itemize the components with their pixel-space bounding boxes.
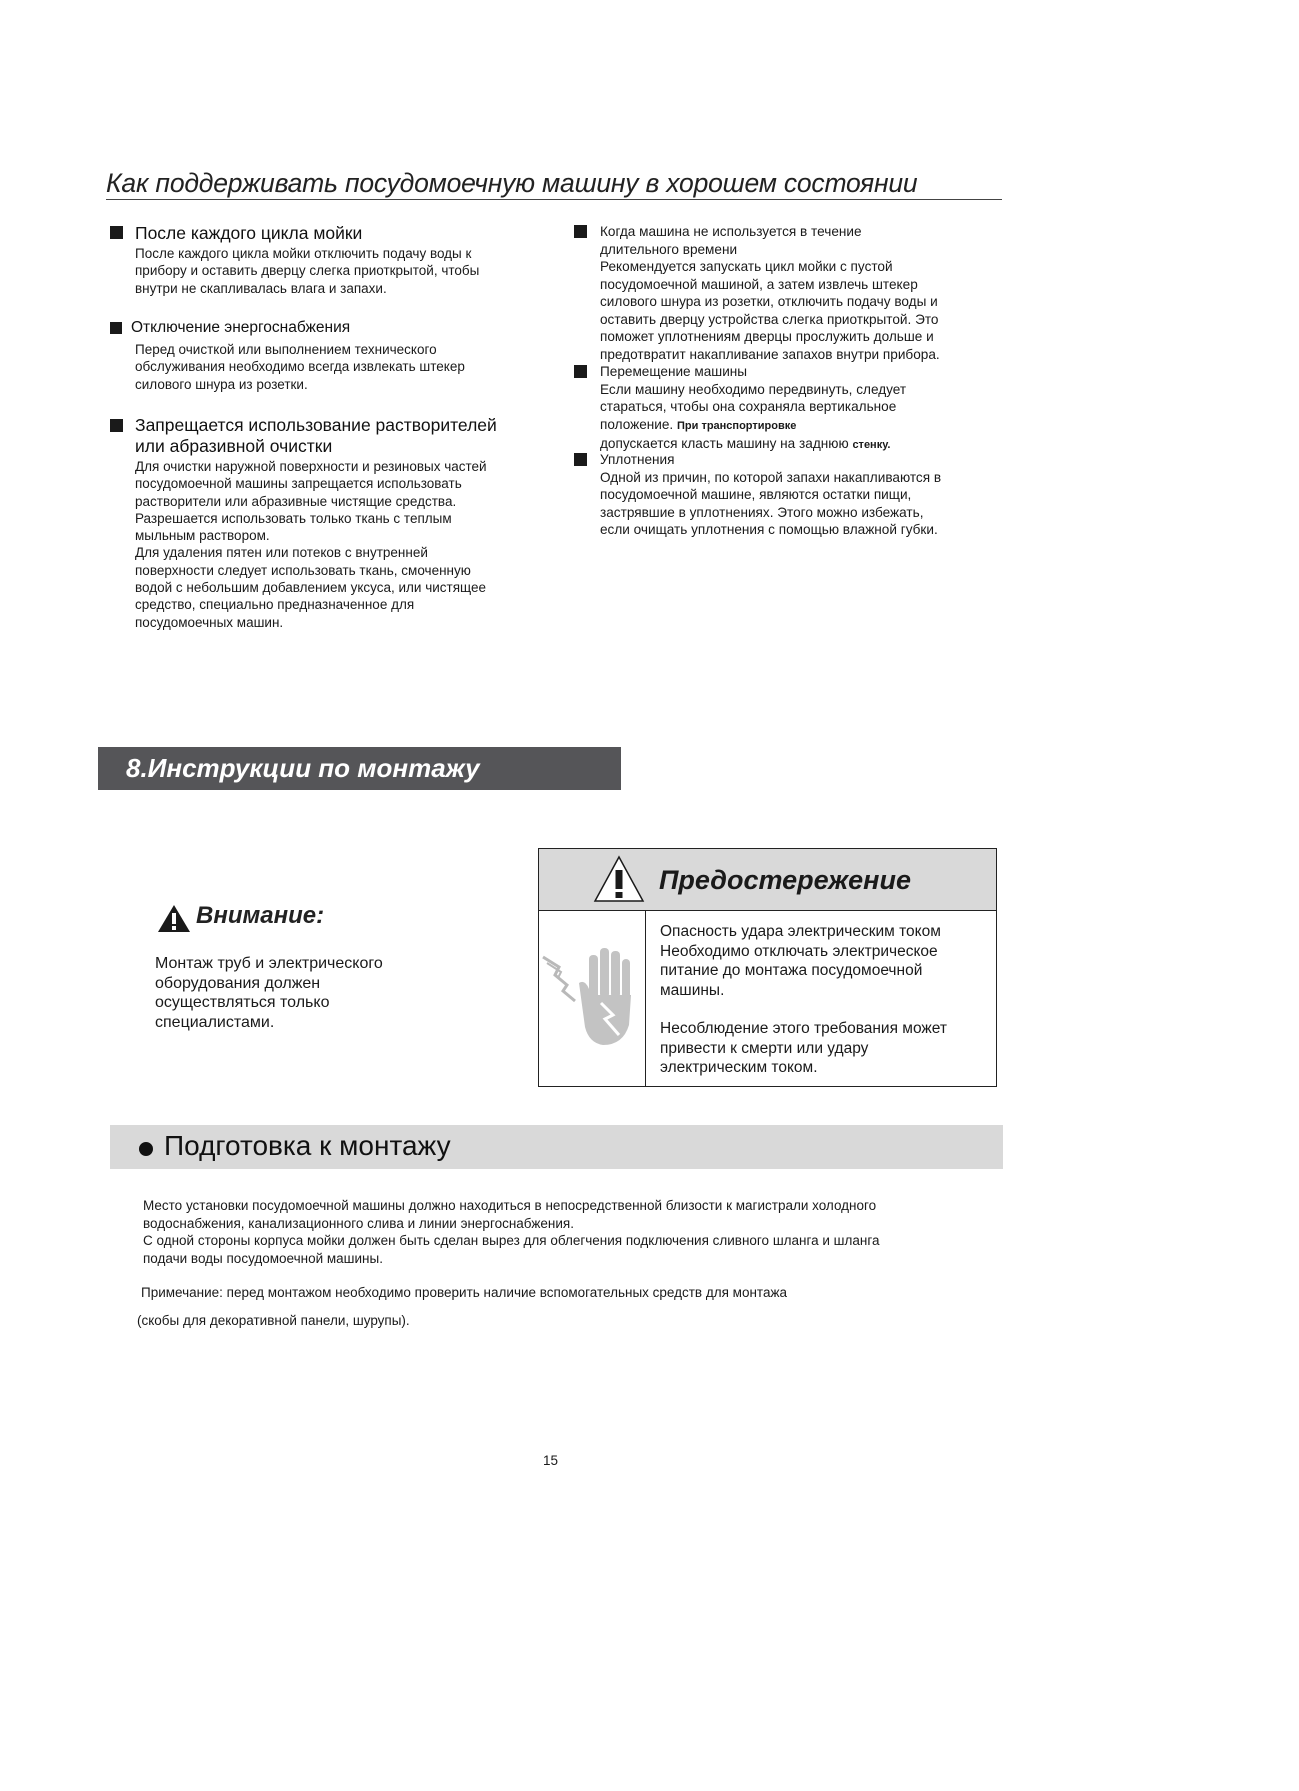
- text-line: привести к смерти или удару: [660, 1039, 869, 1057]
- bullet-square-icon: [574, 225, 587, 238]
- bullet-square-icon: [110, 226, 123, 239]
- text-line: посудомоечных машин.: [135, 614, 284, 630]
- text-fragment: допускается класть машину на заднюю: [600, 436, 849, 451]
- section-heading-solvents-1: Запрещается использование растворителей: [135, 415, 497, 435]
- title-underline: [106, 199, 1002, 200]
- bullet-square-icon: [110, 322, 122, 334]
- warning-triangle-icon: [157, 904, 191, 933]
- text-line: водой с небольшим добавлением уксуса, или чистящее: [135, 580, 486, 596]
- text-line: Рекомендуется запускать цикл мойки с пустой: [600, 259, 893, 274]
- prep-text: [143, 1197, 1023, 1267]
- section-heading-solvents-2: или абразивной очистки: [135, 436, 333, 456]
- text-line: предотвратит накапливание запахов внутри прибора.: [600, 346, 940, 362]
- text-line: осуществляться только: [155, 994, 330, 1011]
- text-line: Опасность удара электрическим током: [660, 923, 941, 940]
- text-line: стараться, чтобы она сохраняла вертикальное: [600, 399, 897, 414]
- text-line: если очищать уплотнения с помощью влажной губки.: [600, 522, 938, 537]
- bullet-square-icon: [574, 453, 587, 466]
- prep-note-items: (скобы для декоративной панели, шурупы).: [137, 1313, 410, 1328]
- section-heading-seals: Уплотнения: [600, 452, 675, 467]
- text-line: поможет уплотнениям дверцы прослужить дольше и: [600, 329, 934, 344]
- bullet-square-icon: [574, 365, 587, 378]
- section-text-after-cycle: [135, 245, 565, 297]
- text-line: растворители или абразивные чистящие средства.: [135, 493, 457, 509]
- text-line: Для очистки наружной поверхности и резиновых частей: [135, 459, 487, 474]
- text-fragment-small: стенку.: [852, 439, 891, 451]
- text-line: Для удаления пятен или потеков с внутренней: [135, 545, 428, 561]
- text-line: длительного времени: [600, 241, 738, 257]
- prep-note: Примечание: перед монтажом необходимо проверить наличие вспомогательных средств для монтажа: [141, 1285, 787, 1300]
- warning-box: [538, 848, 997, 1087]
- text-line: Одной из причин, по которой запахи накапливаются в: [600, 469, 942, 485]
- warning-title: Предостережение: [659, 865, 911, 895]
- section-heading-moving: Перемещение машины: [600, 364, 748, 379]
- text-line: Перед очисткой или выполнением технического: [135, 342, 437, 357]
- text-line: специалистами.: [155, 1013, 275, 1031]
- electric-shock-hand-icon: [541, 945, 641, 1053]
- text-line: силового шнура из розетки, отключить подачу воды и: [600, 294, 938, 309]
- text-line: поверхности следует использовать ткань, смоченную: [135, 562, 471, 578]
- text-line: посудомоечной машине, являются остатки пищи,: [600, 487, 912, 502]
- text-line: посудомоечной машиной, а затем извлечь штекер: [600, 276, 918, 292]
- text-line: Место установки посудомоечной машины должно находиться в непосредственной близости к магистрали холодного: [143, 1198, 877, 1213]
- text-line: [600, 416, 1000, 436]
- text-line: Необходимо отключать электрическое: [660, 942, 938, 960]
- prep-header-bar: [110, 1125, 1003, 1169]
- text-line: Если машину необходимо передвинуть, следует: [600, 381, 907, 397]
- text-line: питание до монтажа посудомоечной: [660, 962, 923, 979]
- text-line: подачи воды посудомоечной машины.: [143, 1250, 383, 1266]
- paragraph-gap: [660, 1000, 990, 1019]
- text-fragment-small: При транспортировке: [677, 419, 797, 432]
- text-line: оставить дверцу устройства слегка приоткрытой. Это: [600, 311, 939, 327]
- text-line: обслуживания необходимо всегда извлекать штекер: [135, 359, 465, 375]
- text-line: средство, специально предназначенное для: [135, 597, 415, 613]
- section-text-seals: [600, 469, 1010, 539]
- text-line: Разрешается использовать только ткань с теплым: [135, 510, 452, 526]
- section-heading-long-idle: Когда машина не используется в течение: [600, 224, 862, 239]
- prep-title: Подготовка к монтажу: [164, 1130, 451, 1161]
- text-line: После каждого цикла мойки отключить подачу воды к: [135, 246, 472, 261]
- warning-divider: [645, 910, 646, 1086]
- text-line: силового шнура из розетки.: [135, 376, 308, 392]
- text-line: Несоблюдение этого требования может: [660, 1020, 947, 1037]
- text-fragment: положение.: [600, 416, 674, 432]
- section-text-long-idle: [600, 241, 1000, 364]
- bullet-square-icon: [110, 419, 123, 432]
- warning-triangle-icon: [593, 855, 645, 903]
- text-line: посудомоечной машины запрещается использовать: [135, 476, 462, 492]
- text-line: внутри не скапливалась влага и запахи.: [135, 280, 387, 296]
- section-heading-after-cycle: После каждого цикла мойки: [135, 223, 363, 243]
- bullet-dot-icon: [139, 1142, 153, 1156]
- section-header-bar: [98, 747, 621, 790]
- page-number: 15: [543, 1453, 559, 1468]
- page-title: Как поддерживать посудомоечную машину в хорошем состоянии: [106, 168, 918, 198]
- section-text-power-off: [135, 341, 565, 393]
- section-text-moving: [600, 381, 1000, 455]
- text-line: Монтаж труб и электрического: [155, 955, 383, 972]
- warning-text: [660, 922, 990, 1078]
- text-line: оборудования должен: [155, 974, 321, 992]
- text-line: прибору и оставить дверцу слегка приоткрытой, чтобы: [135, 263, 480, 279]
- attention-title: Внимание:: [196, 902, 325, 929]
- warning-header: [539, 849, 996, 911]
- text-line: электрическим током.: [660, 1059, 818, 1076]
- text-line: мыльным раствором.: [135, 528, 270, 544]
- section-heading-power-off: Отключение энергоснабжения: [131, 319, 351, 336]
- text-line: застрявшие в уплотнениях. Этого можно избежать,: [600, 504, 924, 520]
- section-text-solvents: [135, 458, 565, 631]
- attention-text: [155, 954, 455, 1032]
- text-line: С одной стороны корпуса мойки должен быть сделан вырез для облегчения подключения сливного шланга и шланга: [143, 1233, 880, 1248]
- text-line: машины.: [660, 981, 725, 999]
- section-header-title: 8.Инструкции по монтажу: [126, 753, 480, 783]
- text-line: водоснабжения, канализационного слива и линии энергоснабжения.: [143, 1215, 574, 1231]
